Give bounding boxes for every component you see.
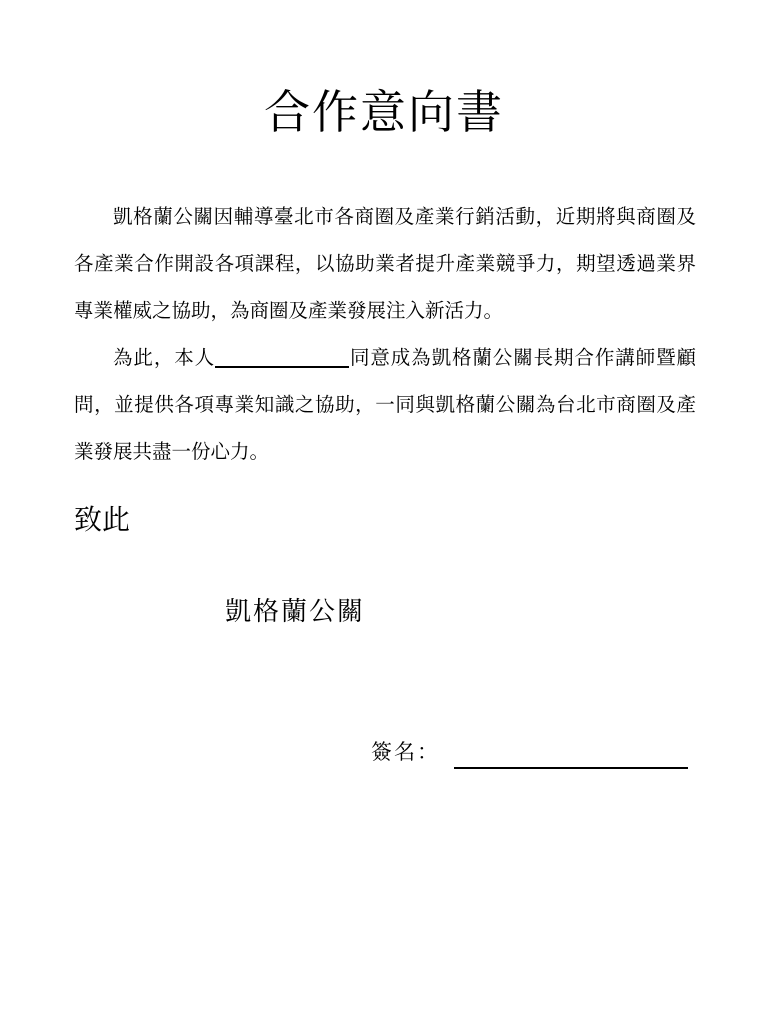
signature-line[interactable]: [454, 739, 688, 769]
agreement-text-after-blank: 同意成為凱格蘭公關長期合作講師暨顧問，並提供各項專業知識之協助，一同與凱格蘭公關為台北市商圈及產業發展共盡一份心力。: [74, 346, 696, 463]
agreement-paragraph: [74, 334, 696, 475]
signature-block: [371, 735, 688, 769]
salutation: 致此: [74, 503, 131, 536]
document-title: 合作意向書: [264, 85, 504, 139]
signature-label: 簽名：: [371, 740, 440, 764]
company-name: 凱格蘭公關: [225, 597, 366, 627]
agreement-text-before-blank: 為此，本人: [113, 346, 216, 369]
intro-paragraph: 凱格蘭公關因輔導臺北市各商圈及產業行銷活動，近期將與商圈及各產業合作開設各項課程，以協助業者提升產業競爭力，期望透過業界專業權威之協助，為商圈及產業發展注入新活力。: [74, 205, 696, 322]
name-blank-line[interactable]: [215, 344, 349, 368]
